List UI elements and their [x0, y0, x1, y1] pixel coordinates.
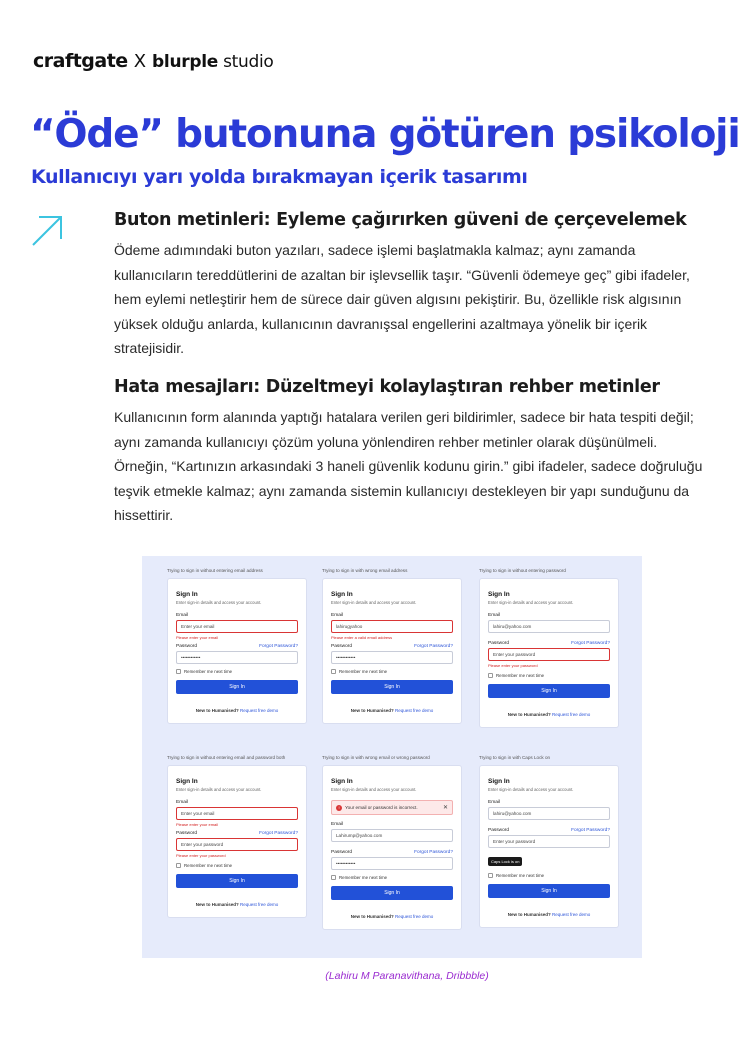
email-error: Please enter your email: [176, 822, 219, 827]
card-caption: Trying to sign in without entering email and password both: [167, 755, 286, 760]
signin-form: [479, 765, 619, 928]
remember-checkbox[interactable]: [331, 669, 453, 674]
email-label: [331, 822, 453, 827]
password-label-text: Password: [331, 850, 353, 855]
email-field[interactable]: lahiru@yahoo.com: [488, 620, 610, 633]
alert-error-icon: !: [336, 805, 342, 811]
form-subtitle: Enter sign-in details and access your account.: [488, 600, 574, 605]
request-demo-link[interactable]: Request free demo: [395, 708, 434, 713]
email-field[interactable]: Enter your email: [176, 807, 298, 820]
section-heading: Buton metinleri: Eyleme çağırırken güveni de çerçevelemek: [114, 210, 687, 230]
request-demo-link[interactable]: Request free demo: [552, 712, 591, 717]
remember-checkbox[interactable]: [176, 863, 298, 868]
sign-in-button[interactable]: Sign In: [331, 886, 453, 900]
signin-examples-figure: [142, 556, 642, 958]
checkbox-box: [331, 875, 336, 880]
password-field[interactable]: ••••••••••••: [331, 651, 453, 664]
checkbox-box: [176, 669, 181, 674]
form-footer: [488, 712, 610, 717]
form-title: Sign In: [331, 591, 353, 598]
forgot-password-link[interactable]: Forgot Password?: [414, 850, 453, 855]
section-heading: Hata mesajları: Düzeltmeyi kolaylaştıran rehber metinler: [114, 377, 660, 397]
password-field[interactable]: ••••••••••••: [331, 857, 453, 870]
signin-example-card: [479, 568, 619, 728]
page-title: “Öde” butonuna götüren psikoloji: [30, 112, 740, 157]
header-logos: [33, 50, 274, 72]
footer-text: New to Humanised?: [507, 712, 551, 717]
card-caption: Trying to sign in with Caps Lock on: [479, 755, 551, 760]
arrow-up-right-icon: [30, 212, 64, 248]
blurple-studio-logo: [152, 52, 273, 72]
signin-form: [322, 765, 462, 930]
remember-label: Remember me next time: [496, 673, 545, 678]
password-label: [331, 850, 453, 855]
email-label: [176, 800, 298, 805]
remember-label: Remember me next time: [339, 875, 388, 880]
sign-in-button[interactable]: Sign In: [488, 884, 610, 898]
blurple-logo-bold: blurple: [152, 52, 218, 72]
password-label: [176, 644, 298, 649]
email-error: Please enter your email: [176, 635, 219, 640]
remember-label: Remember me next time: [184, 669, 233, 674]
footer-text: New to Humanised?: [350, 914, 394, 919]
form-subtitle: Enter sign-in details and access your account.: [331, 600, 417, 605]
request-demo-link[interactable]: Request free demo: [240, 708, 279, 713]
forgot-password-link[interactable]: Forgot Password?: [259, 644, 298, 649]
remember-checkbox[interactable]: [176, 669, 298, 674]
forgot-password-link[interactable]: Forgot Password?: [571, 641, 610, 646]
sign-in-button[interactable]: Sign In: [488, 684, 610, 698]
email-label-text: Email: [488, 800, 500, 805]
password-field[interactable]: Enter your password: [176, 838, 298, 851]
form-title: Sign In: [176, 591, 198, 598]
password-label-text: Password: [488, 828, 510, 833]
email-label: [488, 613, 610, 618]
image-credit: (Lahiru M Paranavithana, Dribbble): [325, 970, 489, 982]
form-title: Sign In: [331, 778, 353, 785]
password-field[interactable]: Enter your password: [488, 648, 610, 661]
section-body: Kullanıcının form alanında yaptığı hatalara verilen geri bildirimler, sadece bir hata tespiti değil; aynı zamanda kullanıcıyı çözüm yoluna yönlendiren rehber metinler olarak düşünülmeli. Örneğin, “Kartınızın arkasındaki 3 haneli güvenlik kodunu girin.” gibi ifadeler, sadece doğruluğu teşvik etmekle kalmaz; aynı zamanda sistemin kullanıcıyı destekleyen bir yapı sunduğunu da hissettirir.: [114, 409, 703, 524]
signin-example-card: [479, 755, 619, 928]
remember-label: Remember me next time: [184, 863, 233, 868]
footer-text: New to Humanised?: [195, 708, 239, 713]
checkbox-box: [488, 873, 493, 878]
request-demo-link[interactable]: Request free demo: [240, 902, 279, 907]
footer-text: New to Humanised?: [195, 902, 239, 907]
remember-label: Remember me next time: [496, 873, 545, 878]
checkbox-box: [488, 673, 493, 678]
password-label: [488, 828, 610, 833]
page-subtitle: Kullanıcıyı yarı yolda bırakmayan içerik tasarımı: [31, 166, 528, 188]
form-footer: [488, 912, 610, 917]
form-title: Sign In: [176, 778, 198, 785]
form-footer: [331, 914, 453, 919]
footer-text: New to Humanised?: [350, 708, 394, 713]
forgot-password-link[interactable]: Forgot Password?: [259, 831, 298, 836]
form-footer: [176, 708, 298, 713]
email-label: [488, 800, 610, 805]
forgot-password-link[interactable]: Forgot Password?: [414, 644, 453, 649]
password-field[interactable]: Enter your password: [488, 835, 610, 848]
section-body: Ödeme adımındaki buton yazıları, sadece işlemi başlatmakla kalmaz; aynı zamanda kullanıcıların tereddütlerini de azaltan bir işlevsellik taşır. “Güvenli ödemeye geç” gibi ifadeler, hem eylemi netleştirir hem de sürece dair güven algısını pekiştirir. Bu, özellikle risk algısının yüksek olduğu anlarda, kullanıcının davranışsal engellerini azaltmaya yönelik bir içerik stratejisidir.: [114, 242, 690, 357]
sign-in-button[interactable]: Sign In: [176, 680, 298, 694]
email-field[interactable]: Enter your email: [176, 620, 298, 633]
email-field[interactable]: Lahirump@yahoo.com: [331, 829, 453, 842]
signin-example-card: [322, 568, 462, 724]
form-subtitle: Enter sign-in details and access your account.: [331, 787, 417, 792]
remember-label: Remember me next time: [339, 669, 388, 674]
signin-form: [167, 765, 307, 918]
request-demo-link[interactable]: Request free demo: [395, 914, 434, 919]
email-label-text: Email: [176, 800, 188, 805]
footer-text: New to Humanised?: [507, 912, 551, 917]
signin-form: [479, 578, 619, 728]
password-error: Please enter your password: [176, 853, 226, 858]
signin-example-card: [322, 755, 462, 930]
signin-example-card: [167, 755, 307, 918]
password-label-text: Password: [331, 644, 353, 649]
card-caption: Trying to sign in without entering email address: [167, 568, 263, 573]
email-field[interactable]: lahiru@yahoo.com: [488, 807, 610, 820]
email-label: [331, 613, 453, 618]
password-label: [488, 641, 610, 646]
password-label-text: Password: [176, 644, 198, 649]
email-label-text: Email: [176, 613, 188, 618]
craftgate-logo: craftgate: [33, 50, 128, 72]
checkbox-box: [176, 863, 181, 868]
signin-form: [167, 578, 307, 724]
card-caption: Trying to sign in with wrong email or wrong password: [322, 755, 430, 760]
form-title: Sign In: [488, 778, 510, 785]
password-error: Please enter your password: [488, 663, 538, 668]
close-icon[interactable]: ✕: [442, 805, 448, 811]
checkbox-box: [331, 669, 336, 674]
form-footer: [176, 902, 298, 907]
signin-example-card: [167, 568, 307, 724]
email-label: [176, 613, 298, 618]
sign-in-button[interactable]: Sign In: [331, 680, 453, 694]
alert-text: Your email or password is incorrect.: [345, 805, 418, 810]
card-caption: Trying to sign in with wrong email address: [322, 568, 408, 573]
card-caption: Trying to sign in without entering password: [479, 568, 566, 573]
email-field[interactable]: lahirugyahoo: [331, 620, 453, 633]
password-label: [331, 644, 453, 649]
password-label: [176, 831, 298, 836]
form-subtitle: Enter sign-in details and access your account.: [176, 787, 262, 792]
email-error: Please enter a valid email address: [331, 635, 393, 640]
form-title: Sign In: [488, 591, 510, 598]
caps-lock-tooltip: Caps Lock is on: [488, 857, 522, 866]
section-button-texts: [114, 210, 714, 361]
remember-checkbox[interactable]: [331, 875, 453, 880]
remember-checkbox[interactable]: [488, 873, 610, 878]
sign-in-button[interactable]: Sign In: [176, 874, 298, 888]
form-subtitle: Enter sign-in details and access your account.: [488, 787, 574, 792]
password-label-text: Password: [176, 831, 198, 836]
email-label-text: Email: [331, 822, 343, 827]
password-field[interactable]: ••••••••••••: [176, 651, 298, 664]
form-footer: [331, 708, 453, 713]
password-label-text: Password: [488, 641, 510, 646]
email-label-text: Email: [488, 613, 500, 618]
signin-form: [322, 578, 462, 724]
forgot-password-link[interactable]: Forgot Password?: [571, 828, 610, 833]
logo-separator: X: [133, 51, 147, 72]
request-demo-link[interactable]: Request free demo: [552, 912, 591, 917]
section-error-messages: [114, 377, 714, 528]
email-label-text: Email: [331, 613, 343, 618]
remember-checkbox[interactable]: [488, 673, 610, 678]
studio-logo-light: studio: [223, 52, 274, 72]
error-alert: [331, 800, 453, 815]
form-subtitle: Enter sign-in details and access your account.: [176, 600, 262, 605]
